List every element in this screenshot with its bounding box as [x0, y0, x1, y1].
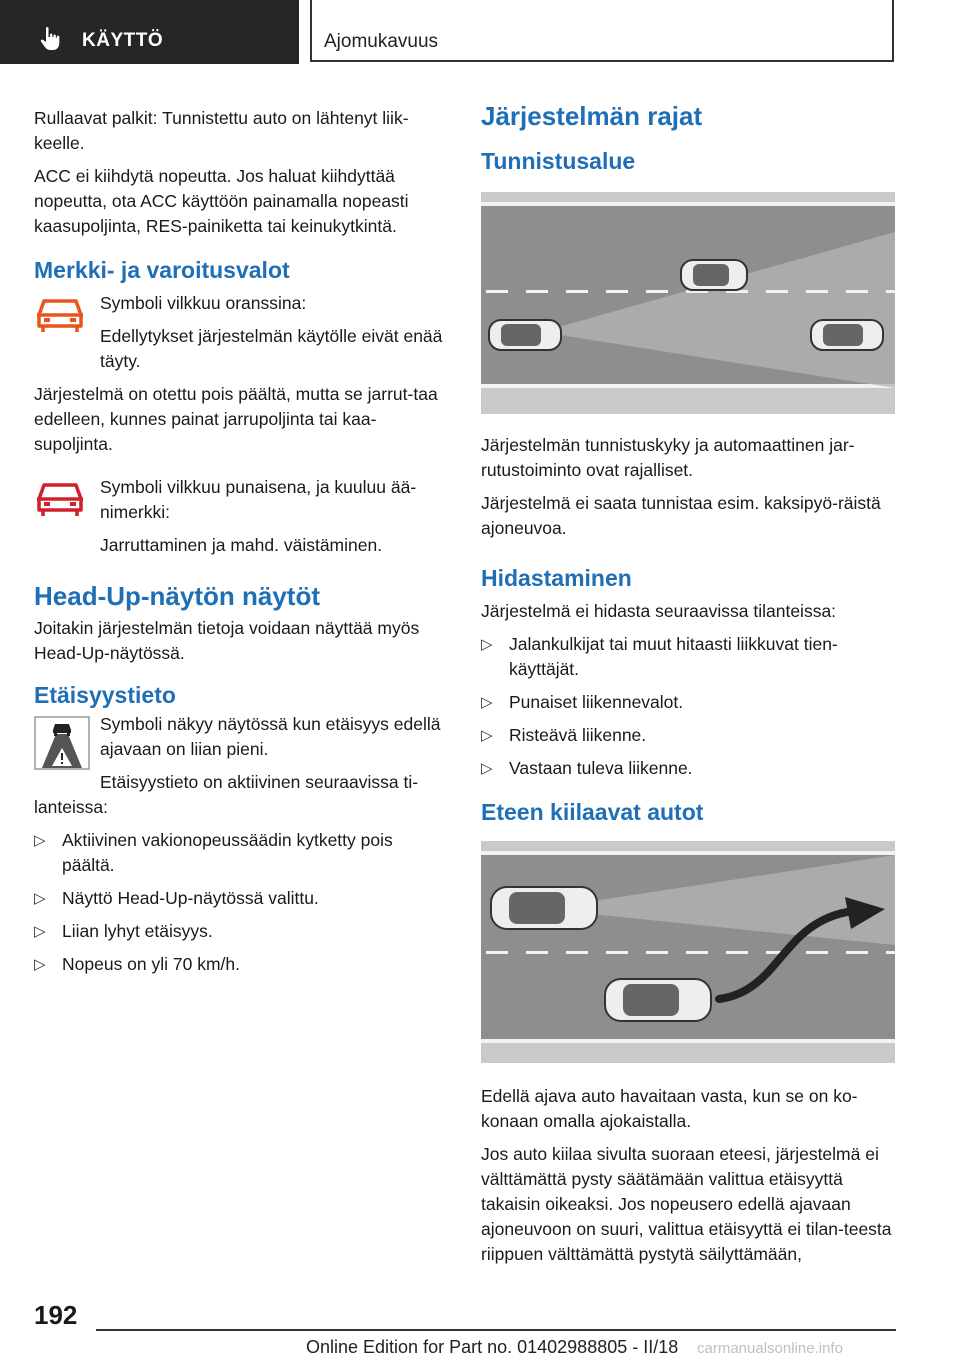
paragraph: Järjestelmä on otettu pois päältä, mutta se jarrut-taa edelleen, kunnes painat jarrupoljinta tai kaa-supoljinta.: [34, 384, 438, 454]
heading-detection-range: Tunnistusalue: [481, 148, 636, 174]
triangle-bullet-icon: ▷: [34, 832, 46, 849]
car-icon: [681, 260, 747, 290]
paragraph: Symboli vilkkuu punaisena, ja kuuluu ää-nimerkki:: [100, 477, 417, 522]
footer-rule: [96, 1329, 896, 1331]
car-icon: [605, 979, 711, 1021]
warning-orange-row: [34, 291, 448, 374]
triangle-bullet-icon: ▷: [481, 760, 493, 777]
car-icon: [811, 320, 883, 350]
list-item: ▷ Jalankulkijat tai muut hitaasti liikkuvat tien-käyttäjät.: [481, 634, 838, 679]
heading-slowing-down: Hidastaminen: [481, 565, 632, 591]
paragraph: Symboli vilkkuu oranssina:: [100, 293, 307, 313]
triangle-bullet-icon: ▷: [481, 694, 493, 711]
detection-range-illustration: [481, 192, 895, 414]
triangle-bullet-icon: ▷: [34, 956, 46, 973]
edition-note: Online Edition for Part no. 01402988805 - II/18: [306, 1337, 679, 1357]
left-column: [34, 106, 448, 985]
warning-red-row: [34, 475, 448, 558]
triangle-bullet-icon: ▷: [34, 890, 46, 907]
paragraph: Järjestelmä ei saata tunnistaa esim. kaksipyö-räistä ajoneuvoa.: [481, 493, 881, 538]
paragraph: Jos auto kiilaa sivulta suoraan eteesi, järjestelmä ei välttämättä pysty säätämään valittua etäisyyttä takaisin oikeaksi. Jos nopeusero edellä ajavaan ajoneuvoon on suuri, valittua etäisyyttä ei tilan-teesta riippuen välttämättä pystytä säilyttämään,: [481, 1144, 892, 1264]
distance-warning-icon: [34, 716, 90, 770]
car-warning-red-icon: [34, 479, 86, 519]
heading-system-limits: Järjestelmän rajat: [481, 101, 703, 131]
heading-cut-in-cars: Eteen kiilaavat autot: [481, 799, 704, 825]
paragraph: Etäisyystieto on aktiivinen seuraavissa ti-lanteissa:: [34, 772, 419, 817]
hand-pointer-icon: [38, 26, 64, 52]
car-icon: [491, 887, 597, 929]
watermark: carmanualsonline.info: [697, 1340, 843, 1357]
list-item: ▷ Näyttö Head-Up-näytössä valittu.: [34, 886, 448, 911]
list-item: ▷ Aktiivinen vakionopeussäädin kytketty pois päältä.: [34, 830, 393, 875]
right-column: [481, 100, 895, 1275]
paragraph: Rullaavat palkit: Tunnistettu auto on lähtenyt liik-keelle.: [34, 108, 409, 153]
paragraph: ACC ei kiihdytä nopeutta. Jos haluat kiihdyttää nopeutta, ota ACC käyttöön painamalla nopeasti kaasupoljinta, RES-painiketta tai keinukytkintä.: [34, 166, 409, 236]
car-icon: [489, 320, 561, 350]
paragraph: Joitakin järjestelmän tietoja voidaan näyttää myös Head-Up-näytössä.: [34, 618, 420, 663]
list-item: ▷ Risteävä liikenne.: [481, 723, 895, 748]
paragraph: Jarruttaminen ja mahd. väistäminen.: [100, 535, 383, 555]
triangle-bullet-icon: ▷: [481, 727, 493, 744]
heading-hud: Head-Up-näytön näytöt: [34, 581, 320, 611]
heading-warning-lights: Merkki- ja varoitusvalot: [34, 257, 290, 283]
page-number: 192: [34, 1300, 78, 1330]
list-item: ▷ Nopeus on yli 70 km/h.: [34, 952, 448, 977]
list-item: ▷ Liian lyhyt etäisyys.: [34, 919, 448, 944]
list-item: ▷ Punaiset liikennevalot.: [481, 690, 895, 715]
paragraph: Järjestelmä ei hidasta seuraavissa tilanteissa:: [481, 601, 837, 621]
chapter-title: Ajomukavuus: [324, 31, 439, 52]
car-warning-orange-icon: [34, 295, 86, 335]
section-label: KÄYTTÖ: [82, 30, 164, 51]
heading-distance: Etäisyystieto: [34, 682, 176, 708]
list-item: ▷ Vastaan tuleva liikenne.: [481, 756, 895, 781]
triangle-bullet-icon: ▷: [481, 636, 493, 653]
cut-in-illustration: [481, 841, 895, 1063]
paragraph: Järjestelmän tunnistuskyky ja automaattinen jar-rutustoiminto ovat rajalliset.: [481, 435, 855, 480]
paragraph: Edellä ajava auto havaitaan vasta, kun se on ko-konaan omalla ajokaistalla.: [481, 1086, 858, 1131]
paragraph: Symboli näkyy näytössä kun etäisyys edellä ajavaan on liian pieni.: [100, 714, 441, 759]
distance-row: [34, 712, 448, 762]
triangle-bullet-icon: ▷: [34, 923, 46, 940]
paragraph: Edellytykset järjestelmän käytölle eivät enää täyty.: [100, 326, 443, 371]
